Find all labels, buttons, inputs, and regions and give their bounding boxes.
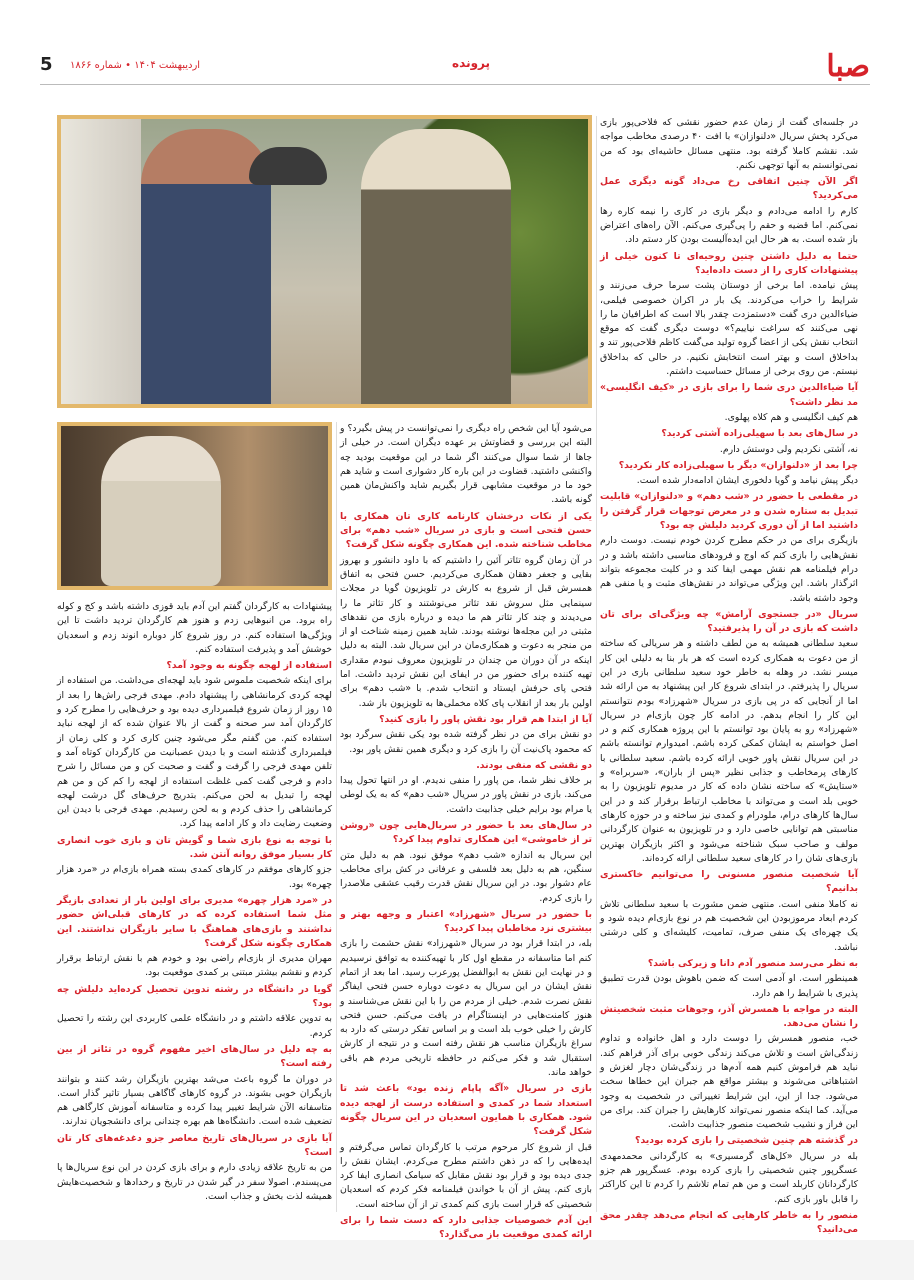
interview-answer: سعید سلطانی همیشه به من لطف داشته و هر سریالی که ساخته از من دعوت به همکاری کرده است که هر بار بنا به دلیلی این کار میسر نشد. در وهله به خاطر خود سعید سلطانی بازی در این سریال را پذیرفتم. در ابتدای شروع کار این پیشنهاد به من ارائه شد اما از آنجایی که در پی بازی در سریال «شهرزاد» بودم نتوانستم این کار را انجام بدهم. در ادامه کار چون بازی‌ام در سریال «شهرزاد» رو به پایان بود توانستم با این پروژه همکاری کنم و در اصل خواستم به ایشان کمکی کرده باشم. امیدوارم توانسته باشم در این سریال نقش پاور خوبی ارائه کرده باشم. سعید سلطانی با کارهای پرمخاطب و جذابی نظیر «پس از باران»، «سربراه» و «ستایش» که ساخته نشان داده که کار در مدیوم تلویزیون را به خوبی بلد است و می‌تواند با مخاطب ارتباط برقرار کند و در این سال‌ها کارهای درام، ملودرام و کمدی نیز ساخته و در حوزه کارهای مناسبتی هم توانایی خاصی دارد و در تلویزیون به عنوان کارگردانی مولف و صاحب سبک شناخته می‌شود و اکثر بازیگران بهترین بازی‌های شان را در کارهای سعید سلطانی ارائه کرده‌اند.: [600, 638, 858, 864]
interview-question: در مقطعی با حضور در «شب دهم» و «دلنوازان» قابلیت تبدیل به ستاره شدن و در معرض توجهات قرار گرفتن را داشتید اما از آن دوری کردید دلیلش چه بود؟: [600, 491, 858, 532]
photo-seated-man: [101, 436, 221, 586]
interview-question: در گذشته هم چنین شخصیتی را بازی کرده بودید؟: [635, 1135, 858, 1147]
interview-answer: بله در سریال «کل‌های گرمسیری» به کارگردانی محمدمهدی عسگرپور چنین شخصیتی را بازی کرده بودم. عسگرپور هم جزو کارگردانان کاربلد است و من هم تمام تلاشم را کردم تا این کاراکتر را قابل باور بازی کنم.: [600, 1150, 858, 1205]
interview-answer: جزو کارهای موفقم در کارهای کمدی بسته همراه بازی‌ام در «مرد هزار چهره» بود.: [57, 864, 332, 890]
interview-answer: در جلسه‌ای گفت از زمان عدم حضور نقشی که فلاحی‌پور بازی می‌کرد پخش سریال «دلنوازان» با افت ۴۰ درصدی مخاطب مواجه شد. نقشم کاملا گرفته بود. منتهی مسائل حاشیه‌ای بود که من نمی‌توانستم به آنها توجهی نکنم.: [600, 117, 858, 171]
interview-question: این آدم خصوصیات جذابی دارد که دست شما را برای ارائه کمدی موقعیت باز می‌گذارد؟: [340, 1215, 592, 1241]
interview-answer: برای اینکه شخصیت ملموس شود باید لهجه‌ای می‌داشت. من استفاده از لهجه کردی کرمانشاهی را پیشنهاد دادم. مهدی فرجی راش‌ها را بعد از ۱۵ روز از زمان شروع فیلمبرداری دیده بود و حرف‌هایی را مطرح کرد و کارگردان آمد سر صحنه و گفت از بالا عنوان شده که از لهجه نباید استفاده کنم. من گفتم مگر می‌شود چنین کاری کرد و کلی زمان از فیلمبرداری گذشته است و با دیدن عصبانیت من کارگردان کوتاه آمد و تلفن مهدی فرجی را گرفت و گفت و صحبت کن و من مسائل را شرح دادم و فرجی گفت کمی غلظت استفاده از لهجه را کم کن و من هم لهجه را تبدیل به لحن می‌کنم. بتدریج حرف‌های گل درشت لهجه کرمانشاهی را حذف کردم و به لحن رسیدیم. مهدی فرجی با دیدن این وضعیت رضایت داد و کار ادامه پیدا کرد.: [57, 675, 332, 830]
page-number: 5: [40, 54, 53, 75]
interview-answer: مهران مدیری از بازی‌ام راضی بود و خودم هم با نقش ارتباط برقرار کردم و نقشم بیشتر مبتنی بر کمدی موقعیت بود.: [57, 953, 332, 979]
interview-answer: پیش نیامده. اما برخی از دوستان پشت سرما حرف می‌زنند و شرایط را خراب می‌کردند. یک بار در اکران خصوصی فیلمی، ضیاءالدین دری گفت «دستمزدت چقدر بالا است که اطرافیان ما را نهی می‌کنند که سراغت نیاییم؟» دوست دیگری گفت که موقع انتخاب نقش یکی از اعضا گروه تولید می‌گفت کاظم فلاحی‌پور تند و بداخلاق است و بهتر است انتخابش نکنیم. در حالی که بداخلاق نیستم. من روی برخی از مسائل حساسیت داشتم.: [600, 280, 858, 378]
interview-question: گویا در دانشگاه در رشته تدوین تحصیل کرده‌اید دلیلش چه بود؟: [57, 983, 332, 1010]
interview-answer: در آن زمان گروه تئاتر آئین را داشتیم که با داود دانشور و بهروز بقایی و جعفر دهقان همکاری می‌کردیم. حسن فتحی به اتفاق همسرش قبل از شروع به کارش در تلویزیون گویا در مجلات سینمایی مثل سروش نقد تئاتر می‌نوشتند و کار تئاتر ما را می‌دیدند و چند کار تئاتر هم ما دیده و درباره بازی من نقدهای مثبتی در این مجله‌ها نوشته بودند. شاید همین زمینه شناخت او از من منجر به دعوت و همکاری‌مان در این سریال شد. البته به دلیل اینکه در آن دوران من چندان در تلویزیون معروف نبودم مقداری تهیه کننده برای حضور من در ایفای این نقش تردید داشت. اما فتحی پای حرفش ایستاد و انتخاب شدم. با «شب دهم» برای اولین بار بعد از انقلاب پای کلاه مخملی‌ها به تلویزیون باز شد.: [340, 554, 592, 709]
article-column-left: [57, 600, 332, 1220]
interview-question: در «مرد هزار چهره» مدیری برای اولین بار از تعدادی بازیگر مثل شما استفاده کرده که در کارهای قبلی‌اش حضور نداشتند و بازی‌های هماهنگ با سایر بازیگران نداشتند. این همکاری چگونه شکل گرفت؟: [57, 894, 332, 949]
interview-answer: این سریال به اندازه «شب دهم» موفق نبود. هم به دلیل متن سنگین، هم به دلیل بعد فلسفی و عرفانی در کش برای مخاطب عام دشوار بود. در این سریال نقش قدرت رقیب عشقی ملاصدرا را بازی کردم.: [340, 849, 592, 904]
section-title: پرونده: [452, 56, 490, 70]
interview-answer: می‌شود آیا این شخص راه دیگری را نمی‌توانست در پیش بگیرد؟ و البته این بررسی و قضاوتش بر عهده دیگران است. در خیلی از جاها از شما سوال می‌کنند اگر شما در این موقعیت بودید چه واکنشی داشتید. قضاوت در این باره کار دشواری است و شاید هم خود ما در موقعیت مشابهی قرار بگیریم شاید واکنش‌مان همین گونه باشد.: [340, 423, 592, 506]
interview-question: به نظر می‌رسد منصور آدم دانا و زیرکی باشد؟: [647, 957, 858, 969]
interview-answer: بر خلاف نظر شما، من پاور را منفی ندیدم. او در انتها تحول پیدا می‌کند. بازی در نقش پاور در سریال «شب دهم» که به یک لوطی یا مرام بود برایم خیلی جذابیت داشت.: [340, 775, 592, 815]
article-column-right: [600, 116, 858, 1236]
interview-answer: بله، در ابتدا قرار بود در سریال «شهرزاد» نقش حشمت را بازی کنم اما متاسفانه در مقطع اول کار با تهیه‌کننده به توافق نرسیدیم و در نهایت این نقش به ابوالفضل پورعرب رسید. اما بعد از اتمام نقش ایشان در این سریال به دعوت دوباره حسن فتحی ایفاگر نقش نصرت شدم. خیلی از مردم من را با این نقش می‌شناسند و هنوز کامنت‌هایی در اینستاگرام در یافت می‌کنم. حسن فتحی کارش را خیلی خوب بلد است و بر اساس تفکر درستی که دارد به سراغ بازیگران مناسب هر نقش رفته است و در نتیجه از کارش استقبال شد و فکر می‌کنم در حافظه تاریخی مردم هم باقی خواهد ماند.: [340, 938, 592, 1079]
photo-person-right: [361, 129, 511, 404]
interview-answer: دو نقش برای من در نظر گرفته شده بود یکی نقش سرگرد بود که محمود پاک‌نیت آن را بازی کرد و دیگری همین نقش پاور بود.: [340, 729, 592, 755]
interview-question: آیا شخصیت منصور مسنونی را می‌توانیم خاکستری بدانیم؟: [600, 869, 858, 895]
interview-answer: هم کیف انگلیسی و هم کلاه پهلوی.: [724, 411, 858, 423]
interview-answer: نه کاملا منفی است. منتهی ضمن مشورت با سعید سلطانی تلاش کردم ابعاد مرموزبودن این شخصیت هم در نوع بازی‌ام دیده شود و یک چهره‌ای یک منفی صرف، تمامیت، کلیشه‌ای و کلی درشتی نباشد.: [600, 898, 858, 953]
interview-answer: همینطور است. او آدمی است که ضمن باهوش بودن قدرت تطبیق پذیری با شرایط را هم دارد.: [600, 973, 858, 999]
interview-question: یکی از نکات درخشان کارنامه کاری تان همکاری با حسن فتحی است و بازی در سریال «شب دهم» برای مخاطب شناخته شده. این همکاری چگونه شکل گرفت؟: [340, 510, 592, 551]
interview-question: در سال‌های بعد با سهیلی‌زاده آشتی کردید؟: [661, 428, 858, 440]
issue-info: اردیبهشت ۱۴۰۴ • شماره ۱۸۶۶: [70, 60, 201, 71]
interview-answer: به تدوین علاقه داشتم و در دانشگاه علمی کاربردی این رشته را تحصیل کردم.: [57, 1013, 332, 1039]
column-divider: [596, 116, 597, 1212]
interview-question: آیا بازی در سریال‌های تاریخ معاصر جزو دغدغه‌های کار تان است؟: [57, 1132, 332, 1158]
interview-question: چرا بعد از «دلنوازان» دیگر با سهیلی‌زاده کار نکردید؟: [618, 459, 858, 471]
main-photo: [57, 115, 592, 408]
interview-answer: دیگر پیش نیامد و گویا دلخوری ایشان ادامه‌دار شده است.: [636, 475, 858, 487]
interview-question: با حضور در سریال «شهرزاد» اعتبار و وجهه بهتر و بیشتری نزد مخاطبان پیدا کردید؟: [340, 908, 592, 935]
interview-question: در سال‌های بعد با حضور در سریال‌هایی چون «روشن تر از خاموشی» این همکاری تداوم پیدا کرد؟: [340, 820, 592, 846]
interview-question: با توجه به نوع بازی شما و گویش تان و بازی خوب انصاری کار بسیار موفق روانه آنتن شد.: [57, 834, 332, 861]
interview-question: حتما به دلیل داشتن چنین روحیه‌ای تا کنون خیلی از پیشنهادات کاری را از دست داده‌اید؟: [600, 250, 858, 276]
page-footer: [0, 1240, 914, 1280]
interview-answer: کارم را ادامه می‌دادم و دیگر بازی در کاری را نیمه کاره رها نمی‌کنم. اما قضیه و حقم را پی‌گیری می‌کنم. الآن راه‌های اعتراض باز شده است. به هر حال این ایده‌آلیست بودن کار دستم داد.: [600, 205, 858, 246]
interview-question: آیا از ابتدا هم قرار بود نقش پاور را بازی کنید؟: [379, 713, 592, 725]
column-divider: [336, 422, 337, 1212]
interview-question: آیا ضیاءالدین دری شما را برای بازی در «کیف انگلیسی» مد نظر داشت؟: [600, 382, 858, 408]
interview-question: اگر الآن چنین اتفاقی رخ می‌داد گونه دیگری عمل می‌کردید؟: [600, 176, 858, 202]
interview-answer: خب، منصور همسرش را دوست دارد و اهل خانواده و تداوم زندگی‌اش است و تلاش می‌کند زندگی خوبی برای آذر فراهم کند. نباید هم فراموش کنیم همه آدم‌ها در زندگی‌شان دچار لغزش و اشتباهاتی می‌شوند و بیشتر مواقع هم جبران این خطاها سخت می‌شود. جدا از این، این شرایط تغییراتی در شخصیت به وجود می‌آید. کما اینکه منصور نمی‌تواند کارهایش را جبران کند. برای من این فراز و نشیب شخصیت منصور جذابیت داشت.: [600, 1033, 858, 1131]
interview-answer: قبل از شروع کار مرحوم مرتب با کارگردان تماس می‌گرفتم و ایده‌هایی را که در ذهن داشتم مطرح می‌کردم. ایشان نقش را جدی دیده بود و قرار بود نقش مقابل که سیامک انصاری ایفا کرد بازی کنم. پیش از آن با خواندن فیلمنامه فکر کردم که اسعدیان شخصیتی که قرار است بازی کنم کمدی تر از آن ساخته است.: [340, 1141, 592, 1210]
publication-logo: صبا: [826, 49, 870, 84]
interview-question: بازی در سریال «آگه پاپام زنده بود» باعث شد تا استعداد شما در کمدی و استفاده درست از لهجه دیده شود. همکاری با همایون اسعدیان در این سریال چگونه شکل گرفت؟: [340, 1083, 592, 1138]
interview-answer: نه، آشتی نکردیم ولی دوستش دارم.: [719, 443, 858, 455]
interview-question: سریال «در جستجوی آرامش» چه ویژگی‌ای برای تان داشت که بازی در آن را پذیرفتید؟: [600, 608, 858, 635]
page-header: [40, 50, 870, 85]
interview-question: به چه دلیل در سال‌های اخیر مفهوم گروه در تئاتر از بین رفته است؟: [57, 1043, 332, 1070]
photo-hat: [249, 147, 327, 185]
article-column-middle: [340, 422, 592, 1241]
inset-photo: [57, 422, 332, 590]
photo-wall: [61, 119, 141, 404]
interview-question: منصور را به خاطر کارهایی که انجام می‌دهد چقدر محق می‌دانید؟: [600, 1209, 858, 1236]
interview-answer: بازیگری برای من در حکم مطرح کردن خودم نیست. دوست دارم نقش‌هایی را بازی کنم که اوج و فرودهای مناسبی داشته باشد و در درام فیلمنامه هم نقش مهمی ایفا کند و در کلیت مجموعه بتواند اثرگذار باشد. این ویژگی می‌تواند در نقش‌های مثبت و یا منفی هم وجود داشته باشد.: [600, 535, 858, 604]
interview-question: استفاده از لهجه چگونه به وجود آمد؟: [166, 660, 332, 672]
interview-answer: من به تاریخ علاقه زیادی دارم و برای بازی کردن در این نوع سریال‌ها پا می‌پسندم. اصولا سفر در گیر شدن در تاریخ و رخدادها و شخصیت‌هایش همیشه لذت بخش و جذاب است.: [57, 1162, 332, 1202]
interview-answer: پیشنهادات به کارگردان گفتم این آدم باید قوزی داشته باشد و کج و کوله راه برود. من انبوهایی زدم و هنوز هم کارگردان تردید داشت تا این ویژگی‌ها استفاده کنم. در روز شروع کار دوباره انوند زدم و اسعدیان خوشش آمد و پذیرفت استفاده کنم.: [57, 601, 332, 655]
interview-question: البته در مواجه با همسرش آذر، وجوهات مثبت شخصیتش را نشان می‌دهد.: [600, 1003, 858, 1030]
interview-answer: در دوران ما گروه باعث می‌شد بهترین بازیگران رشد کنند و بتوانند بازیگران خوبی بشوند. در گروه کارهای گاگاهی بسیار تاثیر گذار است. متاسفانه الآن شرایط تغییر پیدا کرده و متاسفانه آموزش کارگاهی هم تضعیف شده است. دانشگاه‌ها هم بهره چندانی برای دانشجویان ندارند.: [57, 1073, 332, 1128]
interview-question: دو نقشی که منفی بودند.: [476, 759, 592, 771]
